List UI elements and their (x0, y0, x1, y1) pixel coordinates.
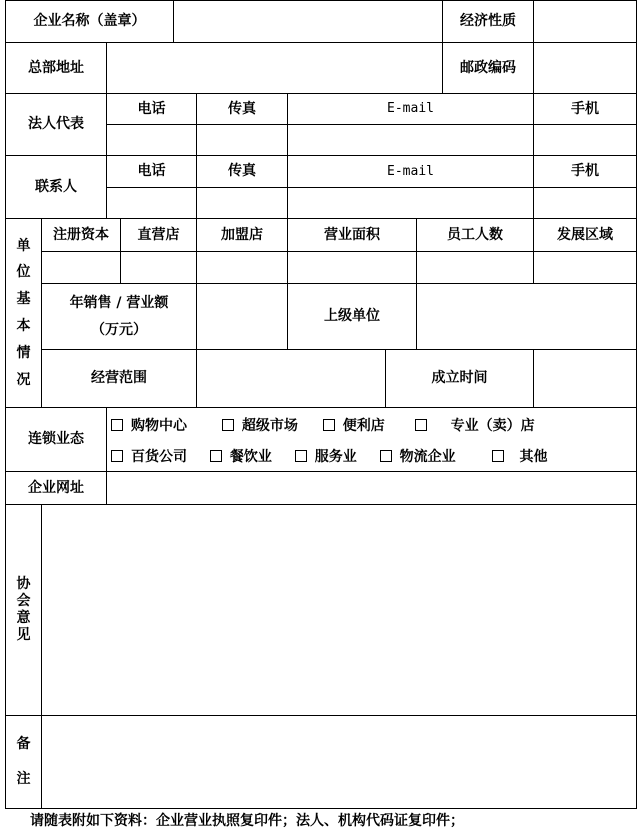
vertical-char: 况 (16, 371, 31, 388)
legal-email-field[interactable] (287, 124, 534, 156)
contact-mobile-label: 手机 (533, 155, 637, 188)
business-area-label: 营业面积 (287, 218, 417, 252)
checkbox-icon[interactable] (323, 419, 335, 431)
legal-fax-field[interactable] (196, 124, 288, 156)
vertical-char: 基 (16, 291, 31, 308)
contact-fax-field[interactable] (196, 187, 288, 219)
legal-phone-field[interactable] (106, 124, 197, 156)
assoc-opinion-field[interactable] (41, 504, 637, 716)
checkbox-icon[interactable] (415, 419, 427, 431)
hq-address-field[interactable] (106, 42, 443, 94)
vertical-char: 协 (16, 576, 31, 593)
chain-format-label: 连锁业态 (5, 407, 107, 472)
staff-count-label: 员工人数 (416, 218, 534, 252)
econ-nature-label: 经济性质 (442, 0, 534, 43)
postcode-label: 邮政编码 (442, 42, 534, 94)
annual-sales-line2: （万元） (91, 321, 147, 338)
format-option[interactable]: 餐饮业 (210, 446, 290, 466)
contact-mobile-field[interactable] (533, 187, 637, 219)
hq-address-label: 总部地址 (5, 42, 107, 94)
contact-label: 联系人 (5, 155, 107, 219)
annual-sales-line1: 年销售 / 营业额 (69, 294, 169, 311)
legal-email-label: E-mail (287, 93, 534, 125)
franchise-store-label: 加盟店 (196, 218, 288, 252)
annual-sales-label (41, 283, 197, 350)
vertical-char: 会 (16, 593, 31, 610)
checkbox-icon[interactable] (380, 450, 392, 462)
legal-fax-label: 传真 (196, 93, 288, 125)
checkbox-icon[interactable] (111, 419, 123, 431)
remarks-label (5, 715, 42, 809)
founded-field[interactable] (533, 349, 637, 408)
assoc-opinion-label (5, 504, 42, 716)
checkbox-icon[interactable] (295, 450, 307, 462)
reg-capital-field[interactable] (41, 251, 121, 284)
vertical-char: 意 (16, 610, 31, 626)
reg-capital-label: 注册资本 (41, 218, 121, 252)
checkbox-icon[interactable] (492, 450, 504, 462)
contact-email-field[interactable] (287, 187, 534, 219)
unit-basic-info-label (5, 218, 42, 408)
format-options-row2 (111, 446, 548, 466)
format-option[interactable]: 专业（卖）店 (415, 415, 535, 435)
format-option[interactable]: 超级市场 (222, 415, 318, 435)
dev-region-field[interactable] (533, 251, 637, 284)
format-option[interactable]: 物流企业 (380, 446, 487, 466)
annual-sales-field[interactable] (196, 283, 288, 350)
postcode-field[interactable] (533, 42, 637, 94)
format-option[interactable]: 便利店 (323, 415, 410, 435)
business-scope-field[interactable] (196, 349, 386, 408)
legal-rep-label: 法人代表 (5, 93, 107, 156)
vertical-char: 备 (16, 736, 31, 753)
vertical-char: 单 (16, 237, 31, 254)
company-name-label: 企业名称（盖章） (5, 0, 174, 43)
format-option[interactable]: 其他 (492, 446, 548, 466)
vertical-char: 注 (16, 771, 31, 787)
contact-phone-field[interactable] (106, 187, 197, 219)
superior-unit-label: 上级单位 (287, 283, 417, 350)
vertical-char: 见 (16, 626, 31, 643)
superior-unit-field[interactable] (416, 283, 637, 350)
business-scope-label: 经营范围 (41, 349, 197, 408)
legal-phone-label: 电话 (106, 93, 197, 125)
format-option[interactable]: 购物中心 (111, 415, 217, 435)
franchise-store-field[interactable] (196, 251, 288, 284)
website-field[interactable] (106, 471, 637, 505)
format-options-row1 (111, 415, 535, 435)
legal-mobile-label: 手机 (533, 93, 637, 125)
vertical-char: 位 (16, 264, 31, 281)
contact-fax-label: 传真 (196, 155, 288, 188)
format-option[interactable]: 服务业 (295, 446, 375, 466)
vertical-char: 情 (16, 344, 31, 361)
company-name-field[interactable] (173, 0, 443, 43)
direct-store-label: 直营店 (120, 218, 197, 252)
attachments-note: 请随表附如下资料：企业营业执照复印件；法人、机构代码证复印件； (30, 813, 464, 829)
business-area-field[interactable] (287, 251, 417, 284)
vertical-char: 本 (16, 318, 31, 334)
website-label: 企业网址 (5, 471, 107, 505)
econ-nature-field[interactable] (533, 0, 637, 43)
direct-store-field[interactable] (120, 251, 197, 284)
checkbox-icon[interactable] (222, 419, 234, 431)
format-option[interactable]: 百货公司 (111, 446, 205, 466)
remarks-field[interactable] (41, 715, 637, 809)
staff-count-field[interactable] (416, 251, 534, 284)
founded-label: 成立时间 (385, 349, 534, 408)
dev-region-label: 发展区域 (533, 218, 637, 252)
contact-phone-label: 电话 (106, 155, 197, 188)
checkbox-icon[interactable] (111, 450, 123, 462)
checkbox-icon[interactable] (210, 450, 222, 462)
contact-email-label: E-mail (287, 155, 534, 188)
legal-mobile-field[interactable] (533, 124, 637, 156)
